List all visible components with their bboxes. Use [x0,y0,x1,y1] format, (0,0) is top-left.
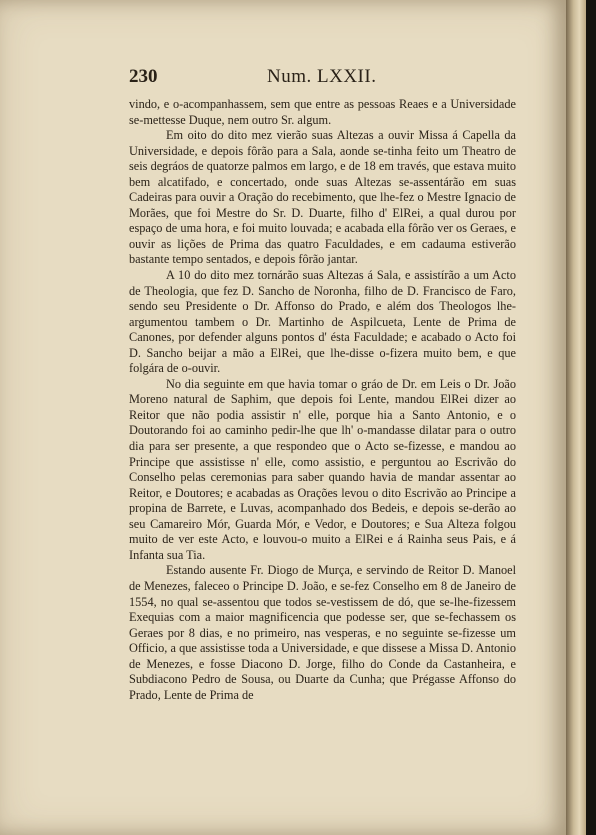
paragraph-3: A 10 do dito mez tornárão suas Altezas á Sala, e assistírão a um Acto de Theologia, que fez D. Sancho de Noronha, filho de D. Francisco de Faro, sendo seu Presidente o Dr. Affonso do Prado, e além dos Theologos lhe-argumentou tambem o Dr. Martinho de Aspilcueta, Lente de Prima de Canones, por defender alguns pontos d' ésta Faculdade; e acabado o Acto foi D. Sancho beijar a mão a ElRei, que lhe-disse o-fizera muito bem, e que folgára de o-ouvir. [129,268,516,376]
page-header [129,66,516,88]
paragraph-2: Em oito do dito mez vierão suas Altezas a ouvir Missa á Capella da Universidade, e depois fôrão para a Sala, aonde se-tinha feito um Theatro de seis degráos de quatorze palmos em largo, e de 18 em través, que estava muito bem alcatifado, e concertado, onde suas Altezas se-assentárão em suas Cadeiras para ouvir a Oração do recebimento, que lhe-fez o Mestre Ignacio de Morães, que foi Mestre do Sr. D. Duarte, filho d' ElRei, a qual durou por espaço de uma hora, e foi muito louvada; e acabada ella fôrão ver os Geraes, e ouvir as lições de Prima das quatro Faculdades, e em cadauma estiverão bastante tempo sentados, e depois fôrão jantar. [129,128,516,267]
body-text [129,97,516,703]
paragraph-5: Estando ausente Fr. Diogo de Murça, e servindo de Reitor D. Manoel de Menezes, faleceo o Principe D. João, e se-fez Conselho em 8 de Janeiro de 1554, no qual se-assentou que todos se-vestissem de dó, que se-lhe-fizessem Exequias com a maior magnificencia que podesse ser, que se-fechassem os Geraes por 8 dias, e no primeiro, nas vesperas, e no seguinte se-fizesse um Officio, a que assistisse toda a Universidade, e que dissese a Missa D. Antonio de Menezes, e fosse Diacono D. Jorge, filho do Conde da Castanheira, e Subdiacono Pedro de Sousa, ou Duarte da Cunha; que Prégasse Affonso do Prado, Lente de Prima de [129,563,516,702]
paragraph-1: vindo, e o-acompanhassem, sem que entre as pessoas Reaes e a Universidade se-mettesse Duque, nem outro Sr. algum. [129,97,516,127]
paragraph-4: No dia seguinte em que havia tomar o gráo de Dr. em Leis o Dr. João Moreno natural de Saphim, que depois foi Lente, mandou ElRei dizer ao Reitor que não podia assistir n' elle, porque hia a Santo Antonio, e o Doutorando foi ao caminho pedir-lhe que lh' o-mandasse dilatar para o outro dia para ser presente, a que respondeo que o Acto se-fizesse, e mandou ao Principe que assistisse n' elle, como assistio, e perguntou ao Escrivão do Conselho pelas ceremonias para saber quando havia de mandar assentar ao Reitor, e Doutores; e acabadas as Orações levou o dito Escrivão ao Principe a propina de Barrete, e Luvas, acompanhado dos Bedeis, e depois se-derão ao seu Camareiro Mór, Guarda Mór, e Vedor, e Doutores; e Sua Alteza folgou muito de ver este Acto, e louvou-o muito a ElRei e á Rainha seus Pais, e á Infanta sua Tia. [129,376,516,562]
running-title: Num. LXXII. [267,66,377,87]
book-edge-shadow [586,0,596,835]
page-number: 230 [129,66,158,87]
